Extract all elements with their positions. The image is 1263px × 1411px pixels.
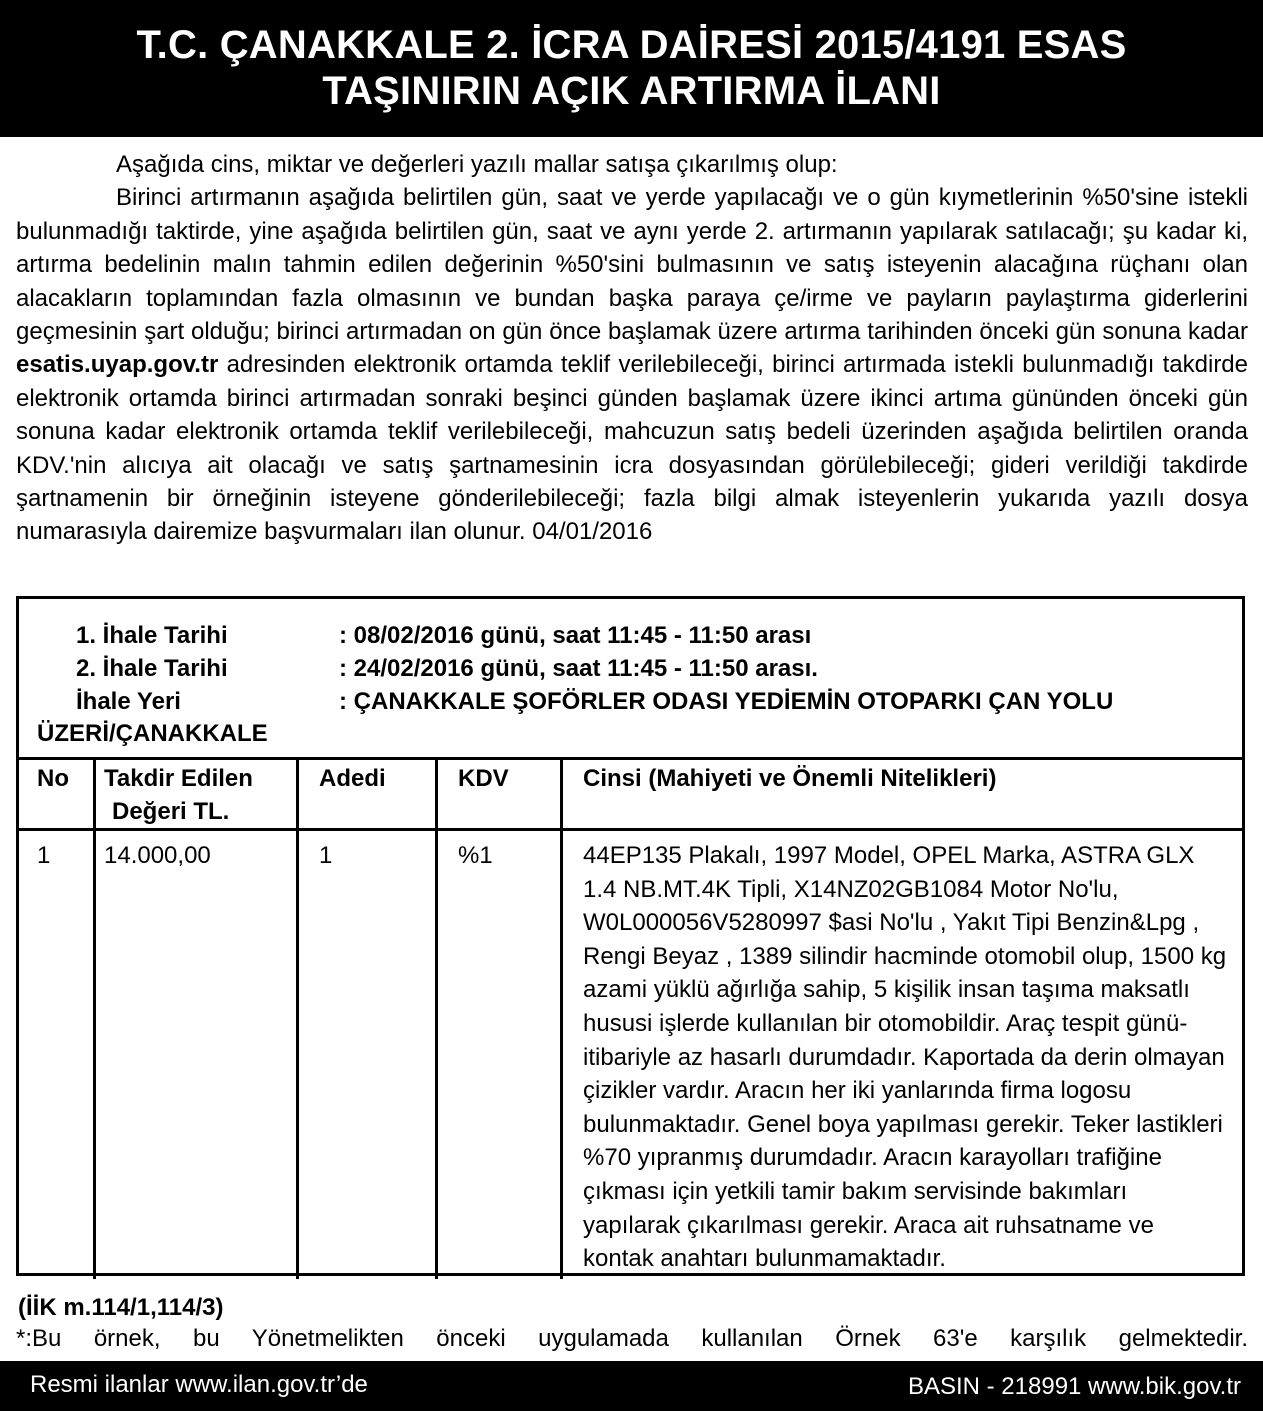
first-auction-value: : 08/02/2016 günü, saat 11:45 - 11:50 arası — [339, 622, 812, 649]
table-row — [19, 830, 1242, 1280]
table-header-row — [19, 759, 1242, 830]
auction-place-value-continued: ÜZERİ/ÇANAKKALE — [37, 720, 268, 747]
items-table — [19, 757, 1242, 1279]
cell-qty: 1 — [298, 830, 437, 1280]
cell-value: 14.000,00 — [95, 830, 298, 1280]
header-title-line2: TAŞINIRIN AÇIK ARTIRMA İLANI — [322, 69, 941, 113]
header-value — [95, 759, 298, 830]
header-value-line1: Takdir Edilen — [104, 765, 253, 792]
intro-paragraph-2 — [16, 181, 1248, 548]
auction-place-label: İhale Yeri — [76, 688, 181, 715]
header-desc: Cinsi (Mahiyeti ve Önemli Nitelikleri) — [562, 759, 1243, 830]
header-kdv: KDV — [437, 759, 562, 830]
cell-desc: 44EP135 Plakalı, 1997 Model, OPEL Marka, ASTRA GLX 1.4 NB.MT.4K Tipli, X14NZ02GB1084 Motor No'lu, W0L000056V5280997 $asi No'lu , Yakıt Tipi Benzin&Lpg , Rengi Beyaz , 1389 silindir hacminde otomobil olup, 1500 kg azami yüklü ağırlığa sahip, 5 kişilik insan taşıma maksatlı hususi işlerde kullanılan bir otomobildir. Araç tespit günü-itibariyle az hasarlı durumdadır. Kaportada da derin olmayan çizikler vardır. Aracın her iki yanlarında firma logosu bulunmaktadır. Genel boya yapılması gerekir. Teker lastikleri %70 yıpranmış durumdadır. Aracın karayolları trafiğine çıkması için yetkili tamir bakım servisinde bakımları yapılarak çıkarılması gerekir. Araca ait ruhsatname ve kontak anahtarı bulunmamaktadır. — [562, 830, 1243, 1280]
header-no: No — [19, 759, 95, 830]
header-title-line1: T.C. ÇANAKKALE 2. İCRA DAİRESİ 2015/4191 ESAS — [136, 23, 1127, 67]
second-auction-label: 2. İhale Tarihi — [76, 655, 228, 682]
form-note: *:Bu örnek, bu Yönetmelikten önceki uygulamada kullanılan Örnek 63'e karşılık gelmektedir. — [16, 1325, 1248, 1352]
cell-no: 1 — [37, 842, 51, 869]
footer-right-text: BASIN - 218991 www.bik.gov.tr — [907, 1373, 1241, 1400]
auction-place-value: : ÇANAKKALE ŞOFÖRLER ODASI YEDİEMİN OTOPARKI ÇAN YOLU — [339, 688, 1114, 715]
auction-box — [16, 596, 1245, 1276]
first-auction-label: 1. İhale Tarihi — [76, 622, 228, 649]
footer-banner — [0, 1361, 1263, 1411]
intro-paragraph-2-start: Birinci artırmanın aşağıda belirtilen gün, saat ve yerde yapılacağı ve o gün kıymetlerinin %50'sine istekli bulunmadığı taktirde, yine aşağıda belirtilen gün, saat ve aynı yerde 2. artırmanın yapılarak satılacağı; şu kadar ki, artırma bedelinin malın tahmin edilen değerinin %50'sini bulmasının ve satış isteyenin alacağına rüçhanı olan alacakların toplamından fazla olmasının ve bundan başka paraya çe/irme ve payların paylaştırma giderlerini geçmesinin şart olduğu; birinci artırmadan on gün önce başlamak üzere artırma tarihinden önceki gün sonuna kadar — [16, 184, 1248, 346]
footer-left-text: Resmi ilanlar www.ilan.gov.tr’de — [30, 1371, 368, 1398]
cell-kdv: %1 — [437, 830, 562, 1280]
intro-paragraph-2-end: adresinden elektronik ortamda teklif verilebileceği, birinci artırmada istekli bulunmadığı takdirde elektronik ortamda birinci artırmadan sonraki beşinci günden başlamak üzere ikinci artıma gününden önceki gün sonuna kadar elektronik ortamda teklif verilebileceği, mahcuzun satış bedeli üzerinden aşağıda belirtilen oranda KDV.'nin alıcıya ait olacağı ve satış şartnamesinin icra dosyasından görülebileceği; gideri verildiği takdirde şartnamenin bir örneğinin isteyene gönderilebileceği; fazla bilgi almak isteyenlerin yukarıda yazılı dosya numarasıyla dairemize başvurmaları ilan olunur. 04/01/2016 — [16, 351, 1249, 546]
second-auction-value: : 24/02/2016 günü, saat 11:45 - 11:50 arası. — [339, 655, 818, 682]
esatis-link: esatis.uyap.gov.tr — [16, 351, 219, 379]
intro-text — [16, 148, 1248, 549]
header-banner — [0, 0, 1263, 137]
law-reference: (İİK m.114/1,114/3) — [18, 1294, 224, 1321]
header-value-line2: Değeri TL. — [112, 798, 230, 825]
intro-paragraph-1: Aşağıda cins, miktar ve değerleri yazılı mallar satışa çıkarılmış olup: — [116, 151, 838, 178]
header-qty: Adedi — [298, 759, 437, 830]
